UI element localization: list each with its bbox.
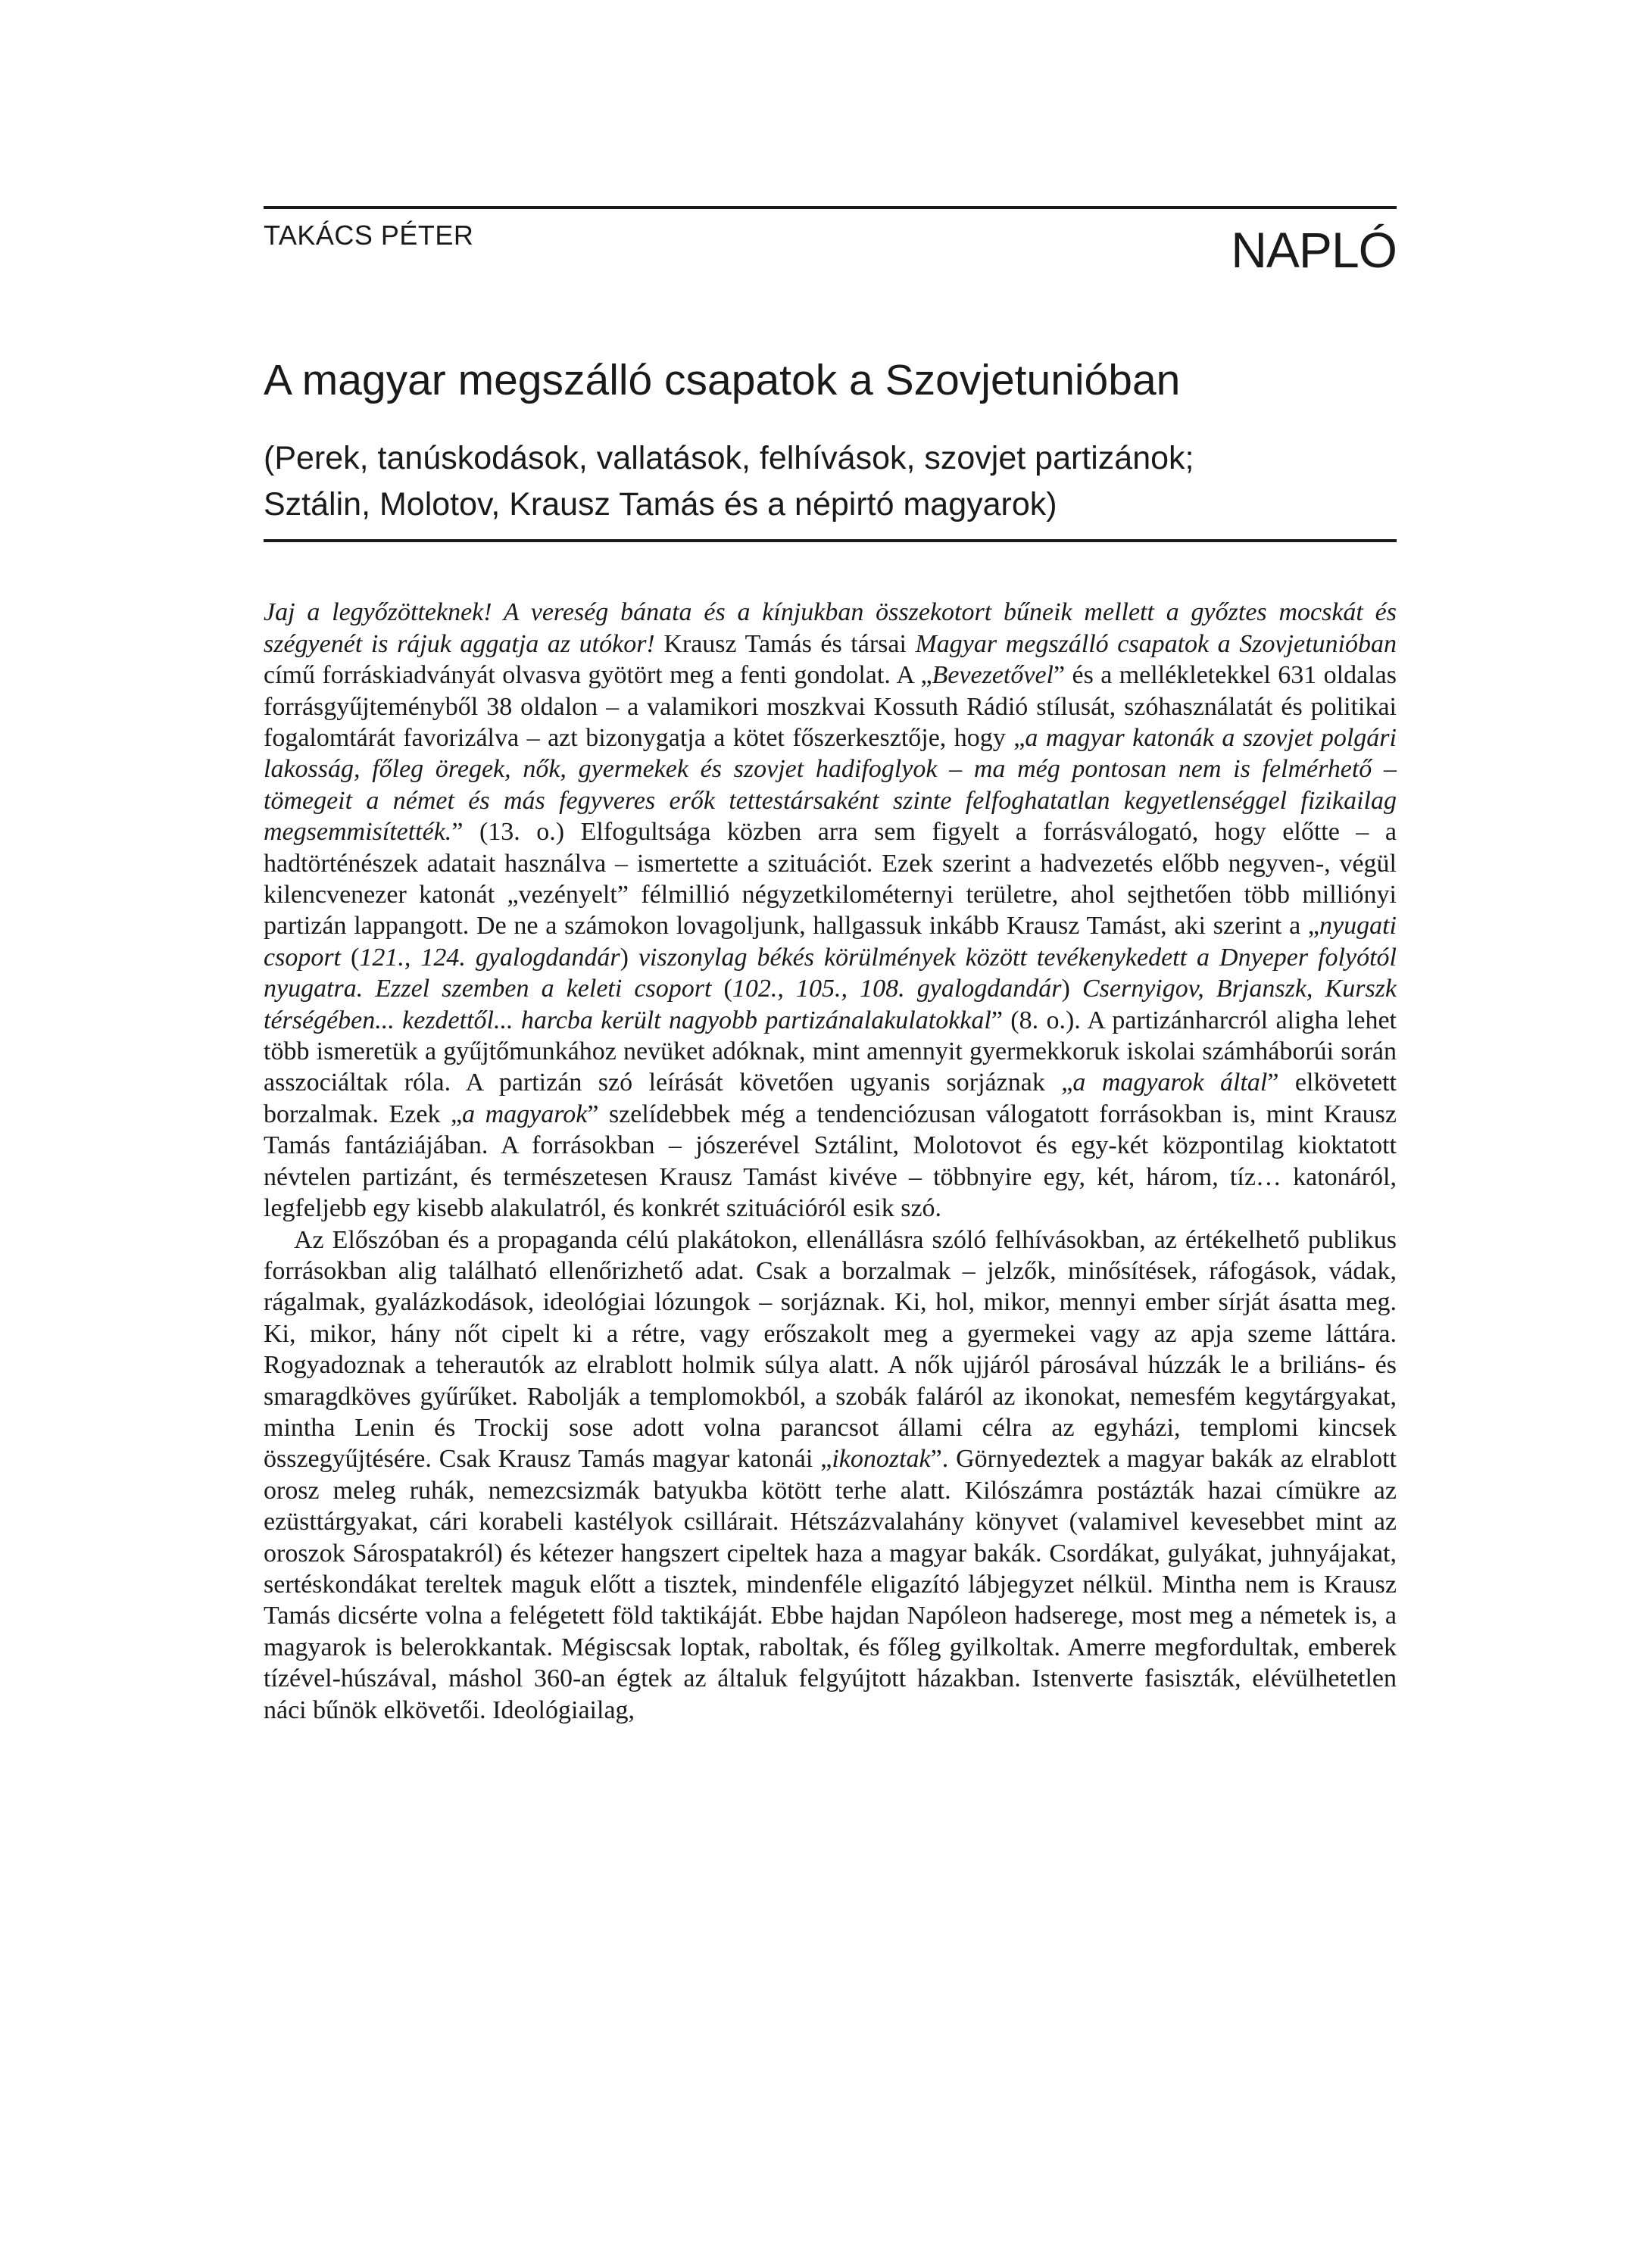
author-name: TAKÁCS PÉTER [264, 220, 474, 251]
paragraph-1 [264, 597, 1397, 1224]
p1-span-3: Magyar megszálló csapatok a Szovjetunióban [915, 629, 1397, 658]
p2-span-3: ”. Görnyedeztek a magyar bakák az elrablott orosz meleg ruhák, nemezcsizmák batyukba kötött terhe alatt. Kilószámra postázták hazai címükre az ezüsttárgyakat, cári korabeli kastélyok csillárait. Hétszázvalahány könyvet (valamivel kevesebbet mint az oroszok Sárospatakról) és kétezer hangszert cipeltek haza a magyar bakák. Csordákat, gulyákat, juhnyájakat, sertéskondákat tereltek maguk előtt a tisztek, mindenféle eligazító lábjegyzet nélkül. Mintha nem is Krausz Tamás dicsérte volna a felégetett föld taktikáját. Ebbe hajdan Napóleon hadserege, most meg a németek is, a magyarok is belerokkantak. Mégiscsak loptak, raboltak, és főleg gyilkoltak. Amerre megfordultak, emberek tízével-húszával, máshol 360-an égtek az általuk felgyújtott házakban. Istenverte fasiszták, elévülhetetlen náci bűnök elkövetői. Ideológiailag, [264, 1445, 1397, 1724]
subtitle-rule [264, 539, 1397, 542]
p1-span-22: ” szelídebbek még a tendenciózusan válogatott forrásokban is, mint Krausz Tamás fantáziájában. A forrásokban – jószerével Sztálint, Molotovot és egy-két központilag kioktatott névtelen partizánt, és természetesen Krausz Tamást kivéve – többnyire egy, két, három, tíz… katonáról, legfeljebb egy kisebb alakulatról, és konkrét szituációról esik szó. [264, 1100, 1397, 1223]
p1-span-7: a magyar katonák a szovjet polgári lakosság, főleg öregek, nők, gyermekek és szovjet hadifoglyok – ma még pontosan nem is felmérhető – tömegeit a német és más fegyveres erők tettestársaként szinte felfoghatatlan kegyetlenséggel fizikailag megsemmisítették. [264, 724, 1397, 847]
p1-span-15: 102., 105., 108. gyalogdandár [732, 975, 1062, 1003]
p1-span-16: ) [1061, 975, 1082, 1003]
p1-span-1: Jaj a legyőzötteknek! A vereség bánata és a kínjukban összekotort bűneik mellett a győztes mocskát és szégyenét is rájuk aggatja az utókor! [264, 598, 1397, 658]
article-title: A magyar megszálló csapatok a Szovjetunióban [264, 356, 1181, 404]
subtitle-line-1: (Perek, tanúskodások, vallatások, felhívások, szovjet partizánok; [264, 439, 1194, 476]
p1-span-6: ” és a mellékletekkel 631 oldalas forrásgyűjteményből 38 oldalon – a valamikori moszkvai Kossuth Rádió stílusát, szóhasználatát és politikai fogalomtárát favorizálva – azt bizonygatja a kötet főszerkesztője, hogy „ [264, 661, 1397, 753]
p1-span-8: ” (13. o.) Elfogultsága közben arra sem figyelt a forrásválogató, hogy előtte – a hadtörténészek adatait használva – ismertette a szituációt. Ezek szerint a hadvezetés előbb negyven-, végül kilencvenezer katonát „vezényelt” félmillió négyzetkilométernyi területre, ahol sejthetően több milliónyi partizán lappangott. De ne a számokon lovagoljunk, hallgassuk inkább Krausz Tamást, aki szerint a „ [264, 818, 1397, 941]
p2-span-2: ikonoztak [832, 1445, 931, 1474]
p1-span-2: Krausz Tamás és társai [654, 629, 916, 658]
article-subtitle [264, 435, 1397, 529]
running-header [264, 209, 1397, 285]
p1-span-20: ” elkövetett borzalmak. Ezek „ [264, 1068, 1397, 1128]
paragraph-2 [264, 1224, 1397, 1727]
p1-span-4: című forráskiadványát olvasva gyötört meg a fenti gondolat. A „ [264, 661, 932, 690]
p1-span-9: nyugati csoport [264, 912, 1397, 972]
page [264, 206, 1397, 1726]
p1-span-10: ( [341, 943, 360, 972]
p1-span-21: a magyarok [462, 1100, 588, 1128]
article-body [264, 597, 1397, 1726]
p1-span-5: Bevezetővel [932, 661, 1054, 690]
p1-span-17: Csernyigov, Brjanszk, Kurszk térségében... kezdettől... harcba került nagyobb partizánalakulatokkal [264, 975, 1397, 1034]
p1-span-19: a magyarok által [1072, 1068, 1268, 1097]
p1-span-12: ) [620, 943, 638, 972]
p2-span-1: Az Előszóban és a propaganda célú plakátokon, ellenállásra szóló felhívásokban, az értékelhető publikus forrásokban alig található ellenőrizhető adat. Csak a borzalmak – jelzők, minősítések, ráfogások, vádak, rágalmak, gyalázkodások, ideológiai lózungok – sorjáznak. Ki, hol, mikor, mennyi ember sírját ásatta meg. Ki, mikor, hány nőt cipelt ki a rétre, vagy erőszakolt meg a gyermekei vagy az apja szeme láttára. Rogyadoznak a teherautók az elrablott holmik súlya alatt. A nők ujjáról párosával húzzák le a briliáns- és smaragdköves gyűrűket. Rabolják a templomokból, a szobák faláról az ikonokat, nemesfém kegytárgyakat, mintha Lenin és Trockij sose adott volna parancsot állami célra az egyházi, templomi kincsek összegyűjtésére. Csak Krausz Tamás magyar katonái „ [264, 1225, 1397, 1474]
p1-span-18: ” (8. o.). A partizánharcról aligha lehet több ismeretük a gyűjtőmunkához nevüket adóknak, mint amennyit gyermekkoruk iskolai számháborúi során asszociáltak róla. A partizán szó leírását követően ugyanis sorjáznak „ [264, 1006, 1397, 1097]
p1-span-11: 121., 124. gyalogdandár [359, 943, 620, 972]
section-title: NAPLÓ [1231, 222, 1397, 278]
subtitle-line-2: Sztálin, Molotov, Krausz Tamás és a népirtó magyarok) [264, 486, 1057, 523]
p1-span-14: ( [711, 975, 732, 1003]
p1-span-13: viszonylag békés körülmények között tevékenykedett a Dnyeper folyótól nyugatra. Ezzel szemben a keleti csoport [264, 943, 1397, 1003]
